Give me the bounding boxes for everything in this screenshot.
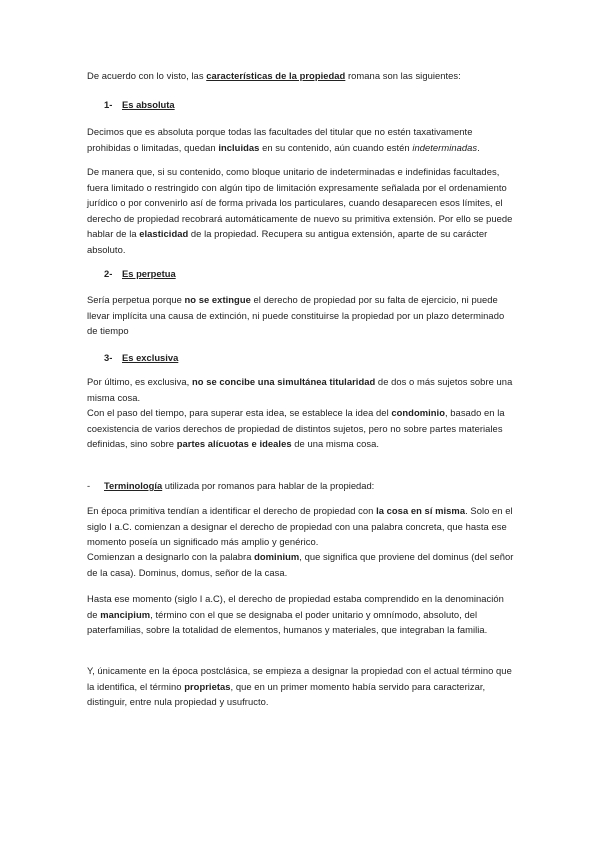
bold-term: la cosa en sí misma xyxy=(376,505,466,516)
text: , basado en la coexistencia de varios derechos de propiedad de distintos sujetos, pero no sobre partes materiales definidas, sino sobre xyxy=(87,407,505,449)
terminologia-paragraph-2 xyxy=(87,549,517,580)
text: Sería perpetua porque xyxy=(87,294,185,305)
bold-term: condominio xyxy=(391,407,445,418)
text: Hasta ese momento (siglo I a.C), el derecho de propiedad estaba comprendido en la denominación de xyxy=(87,593,504,620)
bullet-dash: - xyxy=(87,480,91,491)
bold-term: dominium xyxy=(254,551,300,562)
heading-text: utilizada por romanos para hablar de la propiedad: xyxy=(162,480,375,491)
section-title: Es absoluta xyxy=(122,99,175,110)
characteristics-term: características de la propiedad xyxy=(206,70,346,81)
text: Por último, es exclusiva, xyxy=(87,376,192,387)
section-number: 3- xyxy=(104,352,113,363)
bold-term: proprietas xyxy=(184,680,231,692)
section-title: Terminología xyxy=(104,480,163,491)
text: En época primitiva tendían a identificar el derecho de propiedad con xyxy=(87,505,377,516)
italic-term: indeterminadas xyxy=(412,141,478,153)
exclusiva-paragraph-2 xyxy=(87,405,517,452)
intro-text-end: romana son las siguientes: xyxy=(345,70,461,81)
absoluta-paragraph-2 xyxy=(87,164,517,257)
text: . Solo en el siglo I a.C. comienzan a designar el derecho de propiedad con una palabra concreta, que hasta ese momento poseía un significado más amplio y genérico. xyxy=(87,505,513,547)
terminologia-paragraph-1 xyxy=(87,503,517,550)
text: en su contenido, aún cuando estén xyxy=(259,141,413,153)
exclusiva-paragraph-1 xyxy=(87,374,517,405)
text: , que significa que proviene del dominus (del señor de la casa). Dominus, domus, señor de la casa. xyxy=(87,551,514,578)
bold-term: no se concibe una simultánea titularidad xyxy=(191,376,376,387)
section-title: Es perpetua xyxy=(122,268,176,279)
text: el derecho de propiedad por su falta de ejercicio, ni puede llevar implícita una causa de extinción, ni puede constituirse la propiedad por un plazo determinado de tiempo xyxy=(87,294,505,336)
text: de dos o más sujetos sobre una misma cosa. xyxy=(87,376,513,403)
section-title: Es exclusiva xyxy=(122,352,179,363)
intro-paragraph xyxy=(87,68,517,84)
text: de una misma cosa. xyxy=(291,438,380,449)
text: Con el paso del tiempo, para superar esta idea, se establece la idea del xyxy=(87,407,392,418)
section-number: 1- xyxy=(104,99,113,110)
terminologia-paragraph-4 xyxy=(87,663,517,710)
text: , término con el que se designaba el poder unitario y omnímodo, absoluto, del paterfamilias, sobre la totalidad de elementos, humanos y materiales, que integraban la familia. xyxy=(87,608,488,635)
text: de la propiedad. Recupera su antigua extensión, aparte de su carácter absoluto. xyxy=(87,228,488,255)
absoluta-paragraph-1 xyxy=(87,124,517,155)
section-number: 2- xyxy=(104,268,113,279)
text: De manera que, si su contenido, como bloque unitario de indeterminadas e indefinidas facultades, fuera limitado o restringido con algún tipo de limitación expresamente señalada por el ordenamiento jurídico o por convenirlo así de forma privada los particulares, cuando desaparecen esos límites, el derecho de propiedad recobrará automáticamente de nuevo su primitiva extensión. Por ello se puede hablar de la xyxy=(87,166,513,239)
section-heading-absoluta xyxy=(104,97,175,113)
bold-term: elasticidad xyxy=(139,228,189,239)
intro-text: De acuerdo con lo visto, las xyxy=(87,70,207,81)
bold-term: mancipium xyxy=(100,608,151,620)
bold-term: incluidas xyxy=(218,141,260,153)
section-heading-exclusiva xyxy=(104,350,178,366)
terminologia-heading xyxy=(87,478,374,494)
section-heading-perpetua xyxy=(104,266,176,282)
text: , que en un primer momento había servido para caracterizar, distinguir, entre nula propiedad y usufructo. xyxy=(87,680,486,707)
bold-term: partes alícuotas e ideales xyxy=(176,438,292,449)
text: Decimos que es absoluta porque todas las facultades del titular que no estén taxativamente prohibidas o limitadas, quedan xyxy=(87,126,473,153)
text: Comienzan a designarlo con la palabra xyxy=(87,551,255,562)
text: Y, únicamente en la época postclásica, se empieza a designar la propiedad con el actual término que la identifica, el término xyxy=(87,665,512,692)
text: . xyxy=(477,141,480,153)
terminologia-paragraph-3 xyxy=(87,591,517,638)
bold-term: no se extingue xyxy=(184,294,251,305)
perpetua-paragraph xyxy=(87,292,517,339)
